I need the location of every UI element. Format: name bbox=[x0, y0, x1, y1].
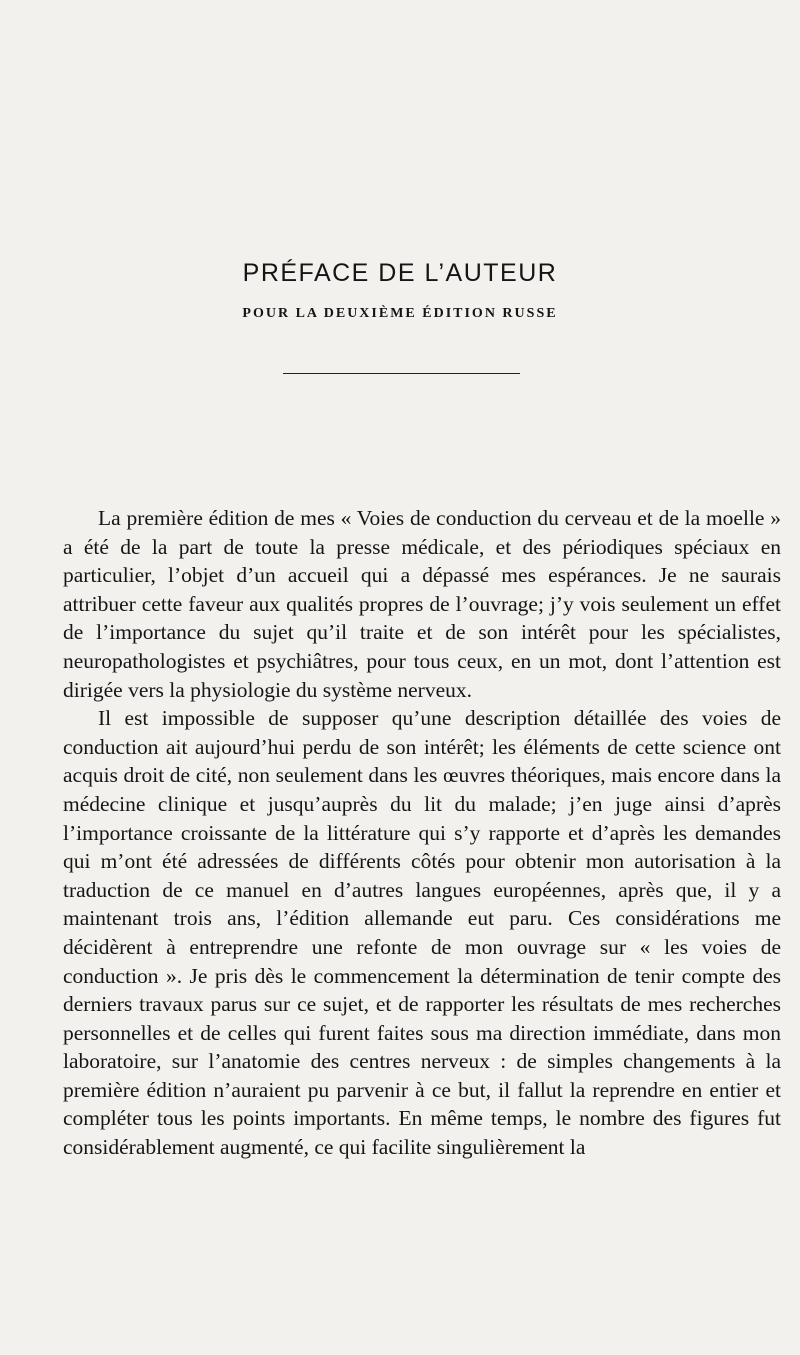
preface-subtitle: POUR LA DEUXIÈME ÉDITION RUSSE bbox=[242, 306, 558, 321]
preface-body bbox=[63, 504, 781, 1162]
preface-title: PRÉFACE DE L’AUTEUR bbox=[242, 259, 558, 287]
paragraph-1: La première édition de mes « Voies de conduction du cerveau et de la moelle » a été de la part de toute la presse médicale, et des périodiques spéciaux en particulier, l’objet d’un accueil qui a dépassé mes espérances. Je ne saurais attribuer cette faveur aux qualités propres de l’ouvrage; j’y vois seulement un effet de l’importance du sujet qu’il traite et de son intérêt pour les spécialistes, neuropathologistes et psychiâtres, pour tous ceux, en un mot, dont l’attention est dirigée vers la physiologie du système nerveux. bbox=[63, 506, 781, 702]
title-divider bbox=[283, 373, 520, 374]
paragraph-2: Il est impossible de supposer qu’une description détaillée des voies de conduction ait aujourd’hui perdu de son intérêt; les éléments de cette science ont acquis droit de cité, non seulement dans les œuvres théoriques, mais encore dans la médecine clinique et jusqu’auprès du lit du malade; j’en juge ainsi d’après l’importance croissante de la littérature qui s’y rapporte et d’après les demandes qui m’ont été adressées de différents côtés pour obtenir mon autorisation à la traduction de ce manuel en d’autres langues européennes, après que, il y a maintenant trois ans, l’édition allemande eut paru. Ces considérations me décidèrent à entreprendre une refonte de mon ouvrage sur « les voies de conduction ». Je pris dès le commencement la détermination de tenir compte des derniers travaux parus sur ce sujet, et de rapporter les résultats de mes recherches personnelles et de celles qui furent faites sous ma direction immédiate, dans mon laboratoire, sur l’anatomie des centres nerveux : de simples changements à la première édition n’auraient pu parvenir à ce but, il fallut la reprendre en entier et compléter tous les points importants. En même temps, le nombre des figures fut considérablement augmenté, ce qui facilite singulièrement la bbox=[63, 706, 781, 1160]
